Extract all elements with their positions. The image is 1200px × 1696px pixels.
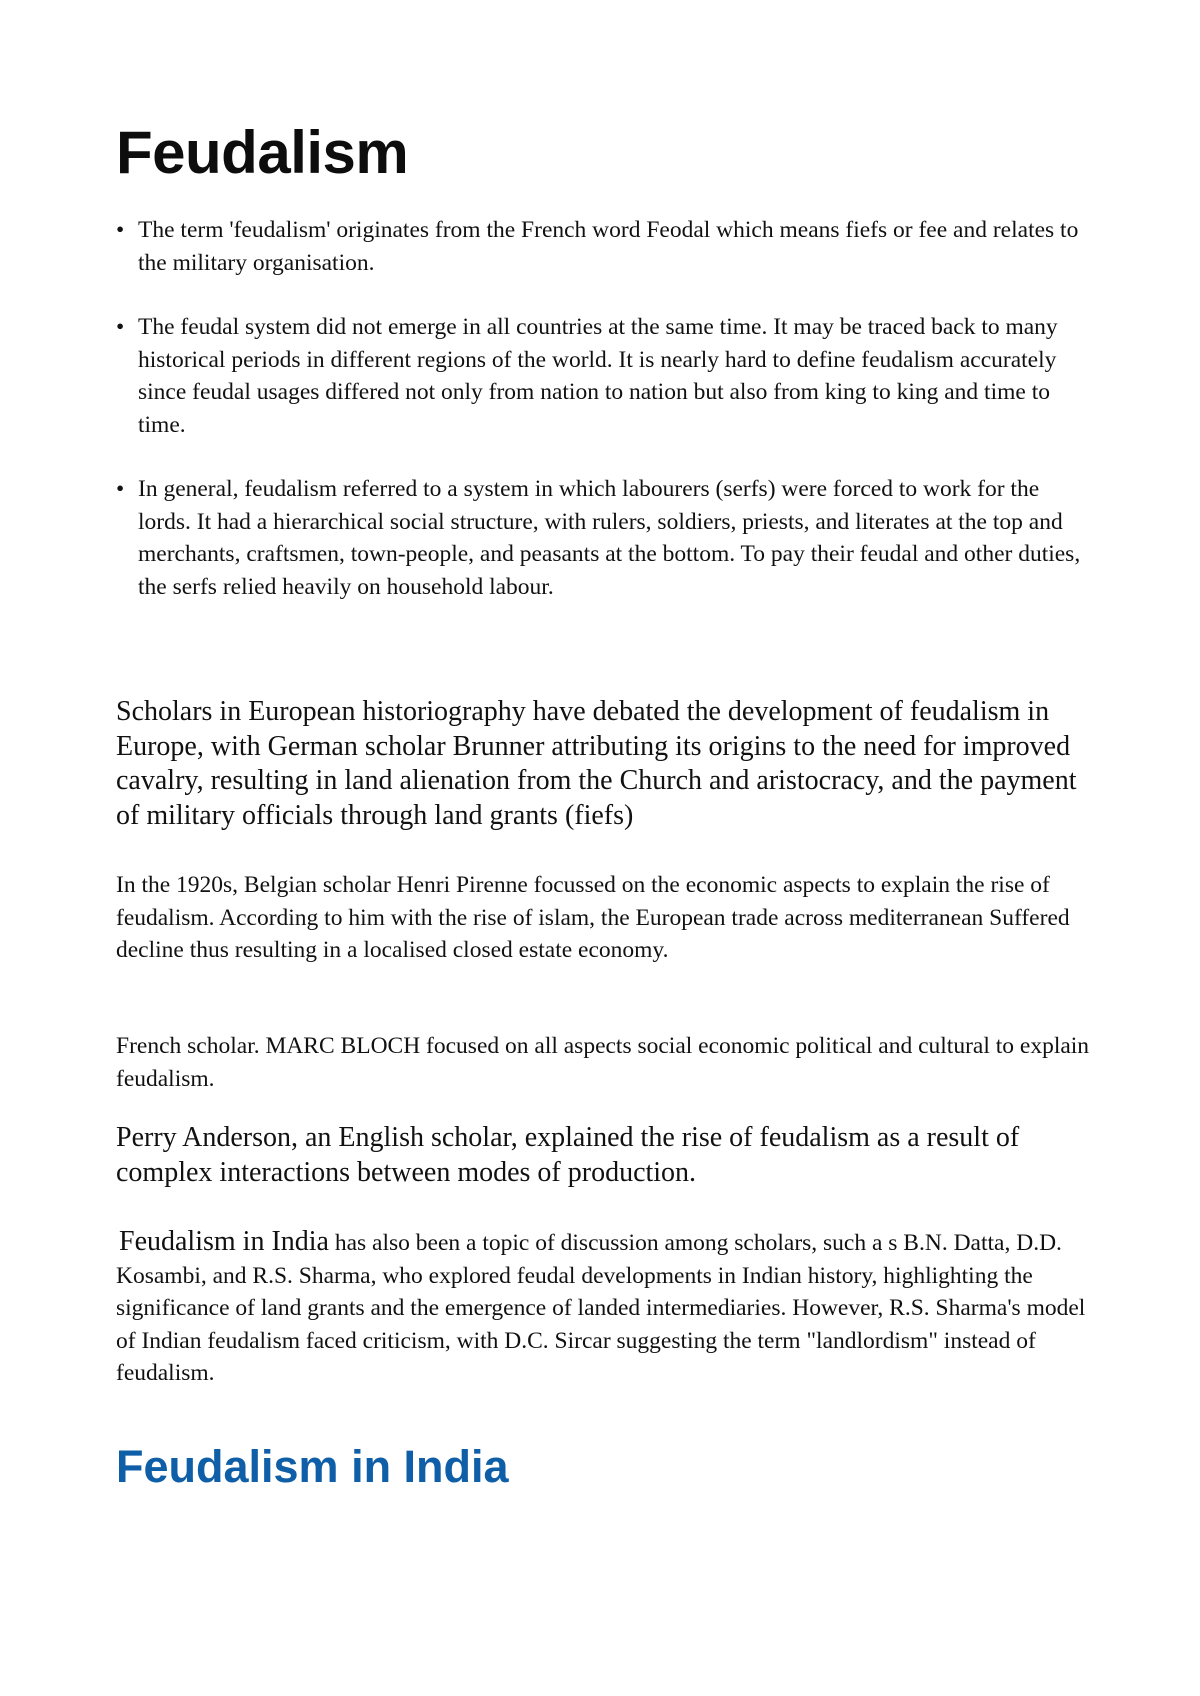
list-item	[116, 473, 1096, 603]
paragraph-feudalism-india	[116, 1226, 1106, 1390]
list-item	[116, 311, 1096, 441]
paragraph-european-scholars: Scholars in European historiography have debated the development of feudalism in Europe, with German scholar Brunner attributing its origins to the need for improved cavalry, resulting in land alienation from the Church and aristocracy, and the payment of military officials through land grants (fiefs)	[116, 696, 1077, 831]
paragraph-bloch: French scholar. MARC BLOCH focused on all aspects social economic political and cultural to explain feudalism.	[116, 1033, 1090, 1092]
bullet-glyph: •	[116, 476, 125, 502]
section-heading: Feudalism in India	[116, 1441, 509, 1492]
document-title: Feudalism	[116, 119, 409, 186]
list-item-text: The term 'feudalism' originates from the French word Feodal which means fiefs or fee and relates to the military organisation.	[138, 217, 1079, 276]
bullet-glyph: •	[116, 217, 125, 243]
paragraph-lead-phrase: Feudalism in India	[119, 1226, 329, 1257]
list-item-text: The feudal system did not emerge in all countries at the same time. It may be traced back to many historical periods in different regions of the world. It is nearly hard to define feudalism accurately since feudal usages differed not only from nation to nation but also from king to king and time to time.	[138, 314, 1058, 438]
bullet-list	[116, 214, 1096, 635]
list-item	[116, 214, 1096, 279]
paragraph-anderson: Perry Anderson, an English scholar, explained the rise of feudalism as a result of complex interactions between modes of production.	[116, 1122, 1020, 1188]
list-item-text: In general, feudalism referred to a system in which labourers (serfs) were forced to work for the lords. It had a hierarchical social structure, with rulers, soldiers, priests, and literates at the top and merchants, craftsmen, town-people, and peasants at the bottom. To pay their feudal and other duties, the serfs relied heavily on household labour.	[138, 476, 1081, 600]
paragraph-body: has also been a topic of discussion among scholars, such a s B.N. Datta, D.D. Kosambi, and R.S. Sharma, who explored feudal developments in Indian history, highlighting the significance of land grants and the emergence of landed intermediaries. However, R.S. Sharma's model of Indian feudalism faced criticism, with D.C. Sircar suggesting the term "landlordism" instead of feudalism.	[116, 1230, 1086, 1386]
bullet-glyph: •	[116, 314, 125, 340]
paragraph-pirenne: In the 1920s, Belgian scholar Henri Pirenne focussed on the economic aspects to explain the rise of feudalism. According to him with the rise of islam, the European trade across mediterranean Suffered decline thus resulting in a localised closed estate economy.	[116, 872, 1070, 963]
